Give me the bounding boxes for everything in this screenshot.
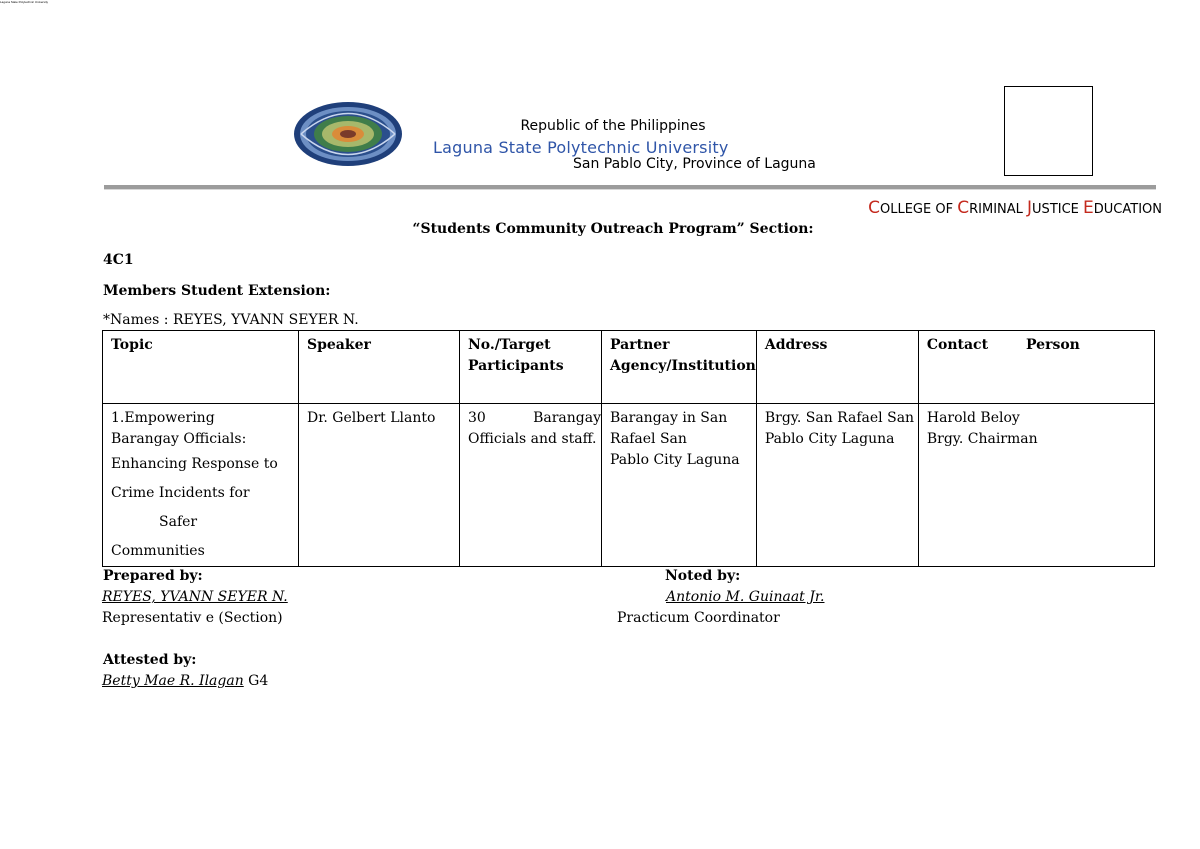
topic-line: Communities: [111, 543, 205, 559]
noted-label: Noted by:: [665, 568, 741, 584]
cell-speaker: Dr. Gelbert Llanto: [299, 404, 460, 567]
topic-line: Enhancing Response to: [111, 456, 278, 472]
header-address: Address: [756, 331, 918, 404]
corner-mark: Laguna State Polytechnic University: [0, 0, 49, 4]
names-line: *Names : REYES, YVANN SEYER N.: [103, 312, 359, 328]
partner-line: Pablo City Laguna: [610, 452, 740, 468]
photo-box: [1004, 86, 1093, 176]
prepared-name: REYES, YVANN SEYER N.: [102, 589, 288, 605]
topic-line: Barangay Officials:: [111, 431, 247, 447]
header-contact: [918, 331, 1154, 404]
header-target: No./Target Participants: [460, 331, 602, 404]
contact-name: Harold Beloy: [926, 410, 1020, 426]
header-contact-b: Person: [1026, 337, 1080, 353]
noted-role: Practicum Coordinator: [617, 610, 780, 626]
table-row: [103, 404, 1155, 567]
target-count: 30: [468, 410, 486, 426]
header-topic: Topic: [103, 331, 299, 404]
college-name: COLLEGE OF CRIMINAL JUSTICE EDUCATION: [868, 198, 1162, 218]
partner-line: Barangay in San: [610, 410, 728, 426]
republic-line: Republic of the Philippines: [520, 118, 706, 134]
header-speaker: Speaker: [299, 331, 460, 404]
attested-name: Betty Mae R. Ilagan: [102, 673, 244, 689]
cell-target: [460, 404, 602, 567]
header-contact-a: Contact: [926, 337, 989, 353]
noted-name: Antonio M. Guinaat Jr.: [666, 589, 825, 605]
topic-line: 1.Empowering: [111, 410, 215, 426]
university-seal-icon: [293, 101, 403, 167]
cell-contact: [918, 404, 1154, 567]
prepared-label: Prepared by:: [103, 568, 203, 584]
topic-line: Crime Incidents for: [111, 485, 250, 501]
table-header-row: [103, 331, 1155, 404]
header-partner: Partner Agency/Institution: [602, 331, 757, 404]
section-value: 4C1: [103, 252, 134, 268]
header-divider: [104, 185, 1156, 190]
topic-line: Safer: [159, 514, 198, 530]
target-word: Barangay: [533, 410, 601, 426]
cell-partner: [602, 404, 757, 567]
target-rest: Officials and staff.: [468, 431, 597, 447]
university-location: San Pablo City, Province of Laguna: [573, 156, 816, 172]
partner-line: Rafael San: [610, 431, 687, 447]
program-title: “Students Community Outreach Program” Section:: [412, 221, 814, 237]
attested-line: [102, 673, 268, 689]
attested-suffix: G4: [243, 673, 269, 689]
cell-address: Brgy. San Rafael San Pablo City Laguna: [756, 404, 918, 567]
attested-label: Attested by:: [103, 652, 197, 668]
prepared-role: Representativ e (Section): [102, 610, 283, 626]
university-name: Laguna State Polytechnic University: [433, 138, 729, 157]
members-label: Members Student Extension:: [103, 283, 331, 299]
cell-topic: [103, 404, 299, 567]
outreach-table: [102, 330, 1155, 567]
contact-role: Brgy. Chairman: [926, 431, 1038, 447]
